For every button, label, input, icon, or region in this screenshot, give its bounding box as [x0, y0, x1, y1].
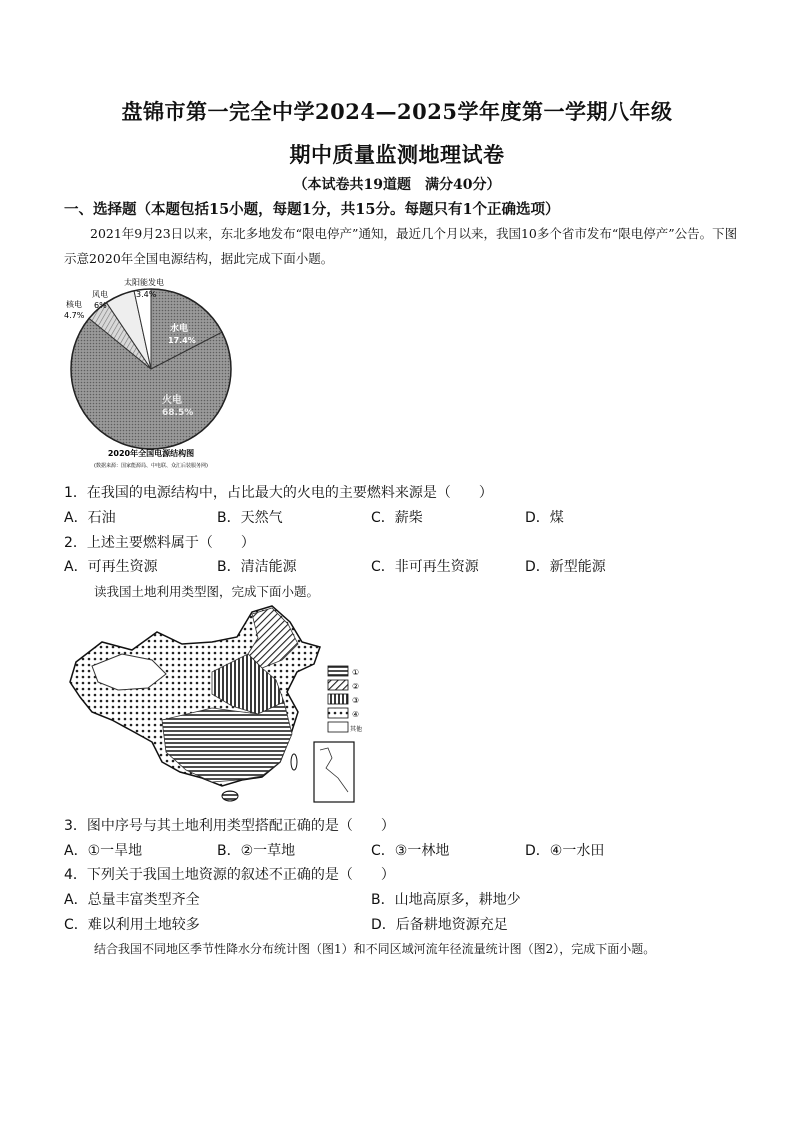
- map-hainan: [222, 791, 238, 801]
- map-south-sea-inset: [314, 742, 354, 802]
- question-3-stem: 3．图中序号与其土地利用类型搭配正确的是（ ）: [64, 818, 395, 834]
- map-taiwan: [291, 754, 297, 770]
- question-2-option-d[interactable]: D．新型能源: [525, 559, 606, 575]
- question-4-option-b[interactable]: B．山地高原多，耕地少: [371, 892, 521, 908]
- legend-label-1: ①: [352, 668, 360, 677]
- legend-label-other: 其他: [350, 726, 362, 733]
- intro-paragraph: 2021年9月23日以来，东北多地发布“限电停产”通知，最近几个月以来，我国10多个省市发布“限电停产”公告。下图示意2020年全国电源结构，据此完成下面小题。: [64, 226, 738, 266]
- label-hedian-name: 核电: [66, 300, 82, 309]
- question-2-option-a[interactable]: A．可再生资源: [64, 559, 158, 575]
- pie-chart-title: 2020年全国电源结构图: [107, 449, 195, 458]
- label-fengdian-value: 6%: [94, 301, 107, 310]
- map-legend: [328, 666, 362, 733]
- question-1-option-a[interactable]: A．石油: [64, 510, 116, 526]
- question-4-option-a[interactable]: A．总量丰富类型齐全: [64, 892, 200, 908]
- question-4-stem: 4．下列关于我国土地资源的叙述不正确的是（ ）: [64, 867, 395, 883]
- label-huodian-name: 火电: [162, 395, 182, 406]
- question-3-option-a[interactable]: A．①一旱地: [64, 843, 143, 859]
- page-title: 盘锦市第一完全中学2024—2025学年度第一学期八年级: [121, 99, 673, 124]
- label-hedian-value: 4.7%: [64, 311, 85, 320]
- label-shuidian-name: 水电: [170, 324, 189, 334]
- label-shuidian-value: 17.4%: [168, 336, 196, 345]
- intro-precipitation: 结合我国不同地区季节性降水分布统计图（图1）和不同区域河流年径流量统计图（图2），完成下面小题。: [94, 942, 656, 956]
- exam-note: （本试卷共19道题 满分40分）: [293, 177, 501, 193]
- page-subtitle: 期中质量监测地理试卷: [289, 142, 505, 167]
- label-fengdian-name: 风电: [92, 290, 108, 299]
- power-structure-pie-chart: [62, 276, 240, 472]
- question-4-option-c[interactable]: C．难以利用土地较多: [64, 917, 200, 933]
- question-2-option-b[interactable]: B．清洁能源: [217, 559, 297, 575]
- question-3-option-c[interactable]: C．③一林地: [371, 843, 450, 859]
- question-3-option-d[interactable]: D．④一水田: [525, 843, 605, 859]
- question-4-option-d[interactable]: D．后备耕地资源充足: [371, 917, 508, 933]
- question-3-option-b[interactable]: B．②一草地: [217, 843, 296, 859]
- question-1-option-d[interactable]: D．煤: [525, 510, 564, 526]
- question-2-stem: 2．上述主要燃料属于（ ）: [64, 535, 255, 551]
- question-1-option-c[interactable]: C．薪柴: [371, 510, 423, 526]
- label-huodian-value: 68.5%: [162, 408, 194, 418]
- land-use-map: [62, 602, 362, 807]
- section-heading: 一、选择题（本题包括15小题，每题1分，共15分。每题只有1个正确选项）: [64, 201, 560, 218]
- question-2-option-c[interactable]: C．非可再生资源: [371, 559, 479, 575]
- legend-label-4: ④: [352, 710, 360, 719]
- pie-chart-source: (数据来源：国家能源局、中电联、众汇后装服务网): [94, 463, 208, 469]
- legend-label-3: ③: [352, 696, 360, 705]
- legend-label-2: ②: [352, 682, 360, 691]
- intro-land-use: 读我国土地利用类型图，完成下面小题。: [94, 584, 320, 599]
- label-solar-name: 太阳能发电: [124, 278, 164, 287]
- label-solar-value: 3.4%: [136, 290, 157, 299]
- question-1-stem: 1．在我国的电源结构中，占比最大的火电的主要燃料来源是（ ）: [64, 485, 493, 501]
- question-1-option-b[interactable]: B．天然气: [217, 510, 283, 526]
